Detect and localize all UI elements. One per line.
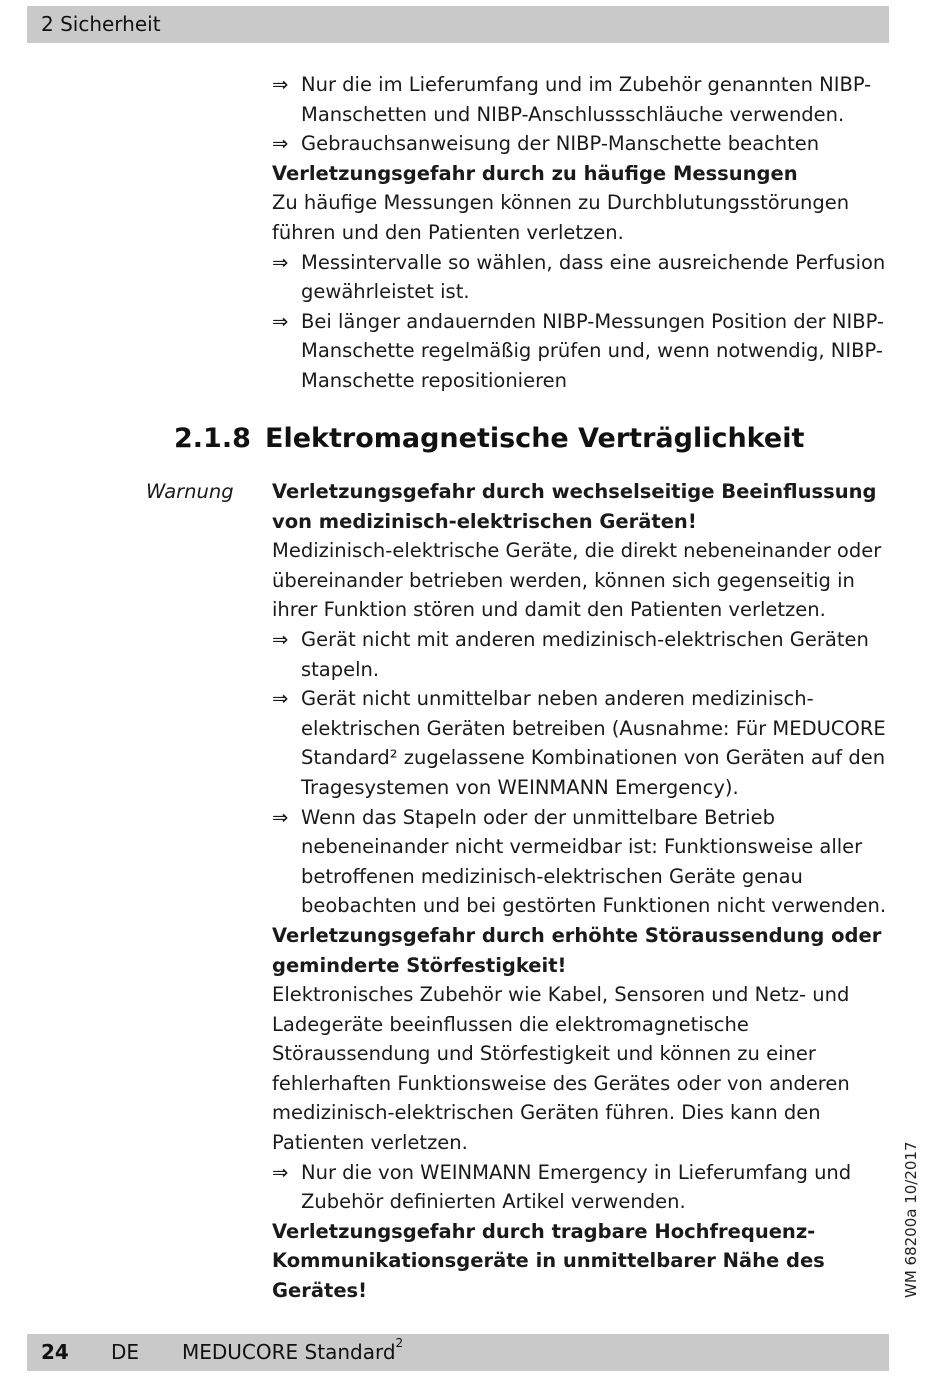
bullet-item — [272, 684, 892, 802]
arrow-icon: ⇒ — [272, 73, 289, 96]
arrow-icon: ⇒ — [272, 805, 289, 829]
bullet-text: Bei länger andauernden NIBP-Messungen Position der NIBP-Manschette regelmäßig prüfen und, wenn notwendig, NIBP-Manschette repositionieren — [301, 309, 884, 392]
section-number: 2.1.8 — [174, 423, 251, 454]
warning-heading: Verletzungsgefahr durch tragbare Hochfrequenz-Kommunikationsgeräte in unmittelbarer Nähe des Gerätes! — [272, 1219, 825, 1303]
product-superscript: 2 — [395, 1336, 404, 1350]
bullet-item — [272, 625, 892, 684]
bullet-text: Messintervalle so wählen, dass eine ausreichende Perfusion gewährleistet ist. — [301, 250, 886, 304]
bullet-item — [272, 1158, 892, 1217]
header-bar — [27, 6, 889, 43]
product-name-text: MEDUCORE Standard — [182, 1340, 396, 1364]
footer-bar — [27, 1334, 889, 1371]
bullet-item — [272, 248, 892, 307]
bullet-item — [272, 803, 892, 921]
arrow-icon: ⇒ — [272, 687, 289, 711]
bullet-text: Wenn das Stapeln oder der unmittelbare Betrieb nebeneinander nicht vermeidbar ist: Funktionsweise aller betroffenen medizinisch-elektrischen Geräte genau beobachten und bei gestörten Funktionen nicht verwenden. — [301, 805, 887, 918]
bullet-item — [272, 70, 892, 129]
page-number: 24 — [41, 1340, 69, 1364]
warning-label: Warnung — [146, 480, 234, 503]
paragraph: Zu häufige Messungen können zu Durchblutungsstörungen führen und den Patienten verletzen. — [272, 191, 850, 244]
top-content — [272, 70, 892, 396]
document-code: WM 68200a 10/2017 — [902, 1141, 920, 1298]
section-content — [272, 477, 892, 1306]
arrow-icon: ⇒ — [272, 309, 289, 333]
bullet-item — [272, 307, 892, 396]
arrow-icon: ⇒ — [272, 132, 289, 156]
bullet-item — [272, 129, 892, 159]
warning-heading: Verletzungsgefahr durch wechselseitige Beeinflussung von medizinisch-elektrischen Geräten! — [272, 480, 877, 533]
paragraph: Elektronisches Zubehör wie Kabel, Sensoren und Netz- und Ladegeräte beeinflussen die elektromagnetische Störaussendung und Störfestigkeit und können zu einer fehlerhaften Funktionsweise des Gerätes oder von anderen medizinisch-elektrischen Geräten führen. Dies kann den Patienten verletzen. — [272, 983, 850, 1155]
bullet-text: Nur die von WEINMANN Emergency in Lieferumfang und Zubehör definierten Artikel verwenden. — [301, 1160, 852, 1214]
section-heading — [174, 423, 804, 454]
arrow-icon: ⇒ — [272, 627, 289, 651]
paragraph: Medizinisch-elektrische Geräte, die direkt nebeneinander oder übereinander betrieben werden, können sich gegenseitig in ihrer Funktion stören und damit den Patienten verletzen. — [272, 539, 882, 622]
bullet-text: Nur die im Lieferumfang und im Zubehör genannten NIBP-Manschetten und NIBP-Anschlussschläuche verwenden. — [301, 73, 872, 126]
warning-heading: Verletzungsgefahr durch erhöhte Störaussendung oder geminderte Störfestigkeit! — [272, 923, 882, 977]
chapter-title: 2 Sicherheit — [41, 12, 161, 36]
section-title: Elektromagnetische Verträglichkeit — [265, 423, 805, 454]
bullet-text: Gebrauchsanweisung der NIBP-Manschette beachten — [301, 132, 820, 156]
arrow-icon: ⇒ — [272, 250, 289, 274]
warning-heading: Verletzungsgefahr durch zu häufige Messungen — [272, 161, 798, 185]
bullet-text: Gerät nicht unmittelbar neben anderen medizinisch-elektrischen Geräten betreiben (Ausnahme: Für MEDUCORE Standard² zugelassene Kombinationen von Geräten auf den Tragesystemen von WEINMANN Emergency). — [301, 687, 886, 799]
bullet-text: Gerät nicht mit anderen medizinisch-elektrischen Geräten stapeln. — [301, 627, 869, 681]
language-code: DE — [111, 1340, 140, 1364]
arrow-icon: ⇒ — [272, 1160, 289, 1184]
product-name — [182, 1336, 404, 1364]
